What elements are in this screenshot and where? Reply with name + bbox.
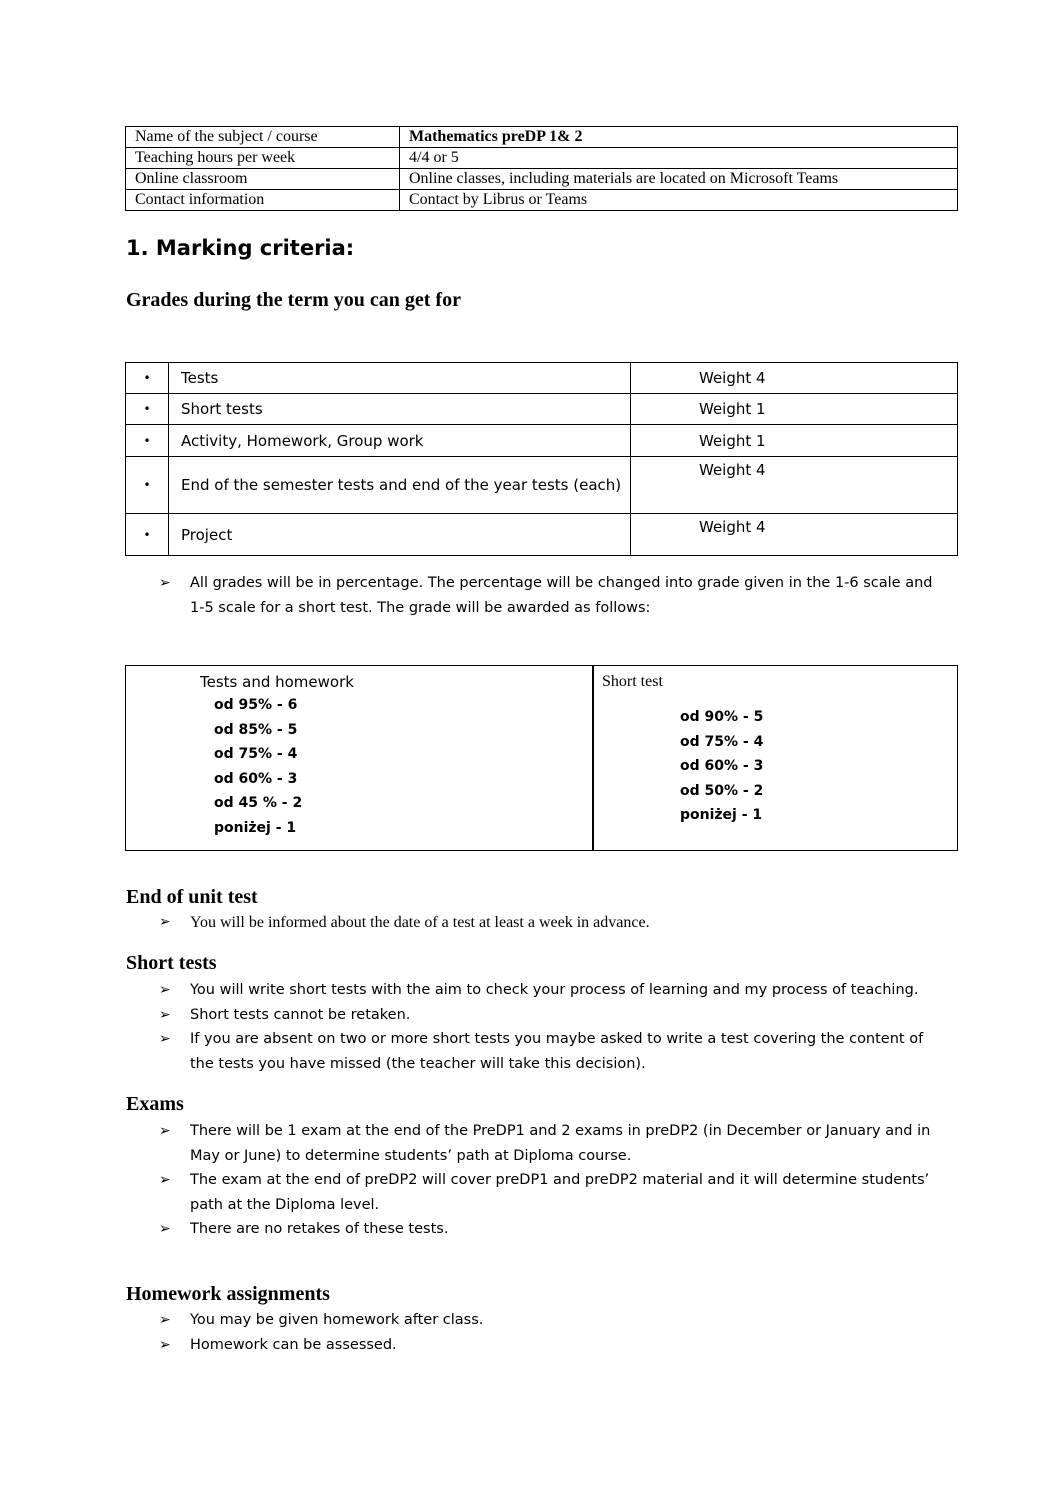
list-item-text: You will be informed about the date of a test at least a week in advance. [190, 914, 650, 931]
arrow-bullet-icon: ➢ [159, 1006, 171, 1023]
scale-item: od 75% - 4 [680, 733, 764, 750]
list-item [126, 911, 946, 935]
info-row-hours [126, 148, 958, 169]
tests-homework-scale [214, 693, 302, 840]
short-tests-heading: Short tests [126, 952, 217, 974]
grade-weight: Weight 4 [631, 363, 958, 394]
list-item [126, 1217, 946, 1242]
scale-item: poniżej - 1 [214, 819, 297, 836]
divider [592, 666, 594, 850]
info-label: Online classroom [126, 169, 400, 190]
short-tests-list [126, 978, 946, 1076]
info-row-contact [126, 190, 958, 211]
grade-weight: Weight 4 [631, 457, 958, 514]
scale-item: poniżej - 1 [680, 807, 763, 823]
grade-row [126, 425, 958, 457]
info-value: 4/4 or 5 [400, 148, 958, 169]
end-of-unit-list [126, 911, 946, 935]
grade-row [126, 457, 958, 514]
grade-weight: Weight 1 [631, 425, 958, 457]
grades-weight-table [125, 362, 958, 556]
short-test-header: Short test [602, 673, 663, 690]
scale-item: od 85% - 5 [214, 721, 298, 738]
tests-homework-header: Tests and homework [200, 673, 354, 691]
list-item-text: There are no retakes of these tests. [190, 1221, 449, 1237]
arrow-bullet-icon: ➢ [159, 915, 171, 930]
list-item-text: Homework can be assessed. [190, 1336, 397, 1353]
list-item [126, 1003, 946, 1028]
arrow-bullet-icon: ➢ [159, 1172, 171, 1188]
list-item [126, 978, 946, 1003]
arrow-bullet-icon: ➢ [159, 575, 171, 591]
list-item [126, 1308, 946, 1333]
course-info-table [125, 126, 958, 211]
bullet-icon: • [126, 363, 169, 394]
scale-item: od 50% - 2 [680, 782, 764, 799]
bullet-icon: • [126, 457, 169, 514]
exams-list [126, 1119, 946, 1242]
scale-item: od 95% - 6 [214, 697, 298, 713]
arrow-bullet-icon: ➢ [159, 1312, 171, 1328]
end-of-unit-heading: End of unit test [126, 886, 258, 908]
scale-item: od 60% - 3 [680, 758, 764, 774]
info-row-subject [126, 127, 958, 148]
scale-item: od 60% - 3 [214, 770, 298, 787]
list-item [126, 571, 946, 620]
homework-list [126, 1308, 946, 1357]
percentage-note: All grades will be in percentage. The percentage will be changed into grade given in the 1-6 scale and 1-5 scale for a short test. The grade will be awarded as follows: [190, 575, 933, 616]
list-item [126, 1027, 946, 1076]
arrow-bullet-icon: ➢ [159, 1336, 171, 1353]
list-item-text: You will write short tests with the aim to check your process of learning and my process of teaching. [190, 982, 919, 998]
arrow-bullet-icon: ➢ [159, 1123, 171, 1139]
grades-heading: Grades during the term you can get for [126, 289, 461, 311]
grade-item: Short tests [169, 394, 631, 425]
info-value: Mathematics preDP 1& 2 [400, 127, 958, 148]
list-item-text: The exam at the end of preDP2 will cover preDP1 and preDP2 material and it will determine students’ path at the Diploma level. [190, 1172, 930, 1213]
list-item-text: There will be 1 exam at the end of the PreDP1 and 2 exams in preDP2 (in December or January and in May or June) to determine students’ path at Diploma course. [190, 1123, 931, 1164]
short-test-scale [680, 705, 763, 828]
list-item [126, 1168, 946, 1217]
scale-item: od 90% - 5 [680, 709, 764, 725]
percentage-note-list [126, 571, 946, 620]
arrow-bullet-icon: ➢ [159, 1221, 171, 1237]
info-value: Contact by Librus or Teams [400, 190, 958, 211]
info-value: Online classes, including materials are located on Microsoft Teams [400, 169, 958, 190]
bullet-icon: • [126, 514, 169, 556]
exams-heading: Exams [126, 1093, 184, 1115]
scale-item: od 45 % - 2 [214, 795, 303, 811]
grade-item: Activity, Homework, Group work [169, 425, 631, 457]
list-item [126, 1119, 946, 1168]
homework-heading: Homework assignments [126, 1283, 330, 1305]
grade-row [126, 363, 958, 394]
marking-criteria-heading: 1. Marking criteria: [126, 236, 355, 260]
grade-weight: Weight 4 [631, 514, 958, 556]
list-item [126, 1333, 946, 1358]
info-label: Contact information [126, 190, 400, 211]
grade-item: Project [169, 514, 631, 556]
grade-item: End of the semester tests and end of the year tests (each) [169, 457, 631, 514]
info-row-classroom [126, 169, 958, 190]
list-item-text: If you are absent on two or more short tests you maybe asked to write a test covering the content of the tests you have missed (the teacher will take this decision). [190, 1031, 924, 1072]
arrow-bullet-icon: ➢ [159, 1031, 171, 1047]
bullet-icon: • [126, 425, 169, 457]
list-item-text: You may be given homework after class. [190, 1312, 484, 1328]
grade-row [126, 514, 958, 556]
arrow-bullet-icon: ➢ [159, 982, 171, 998]
grade-weight: Weight 1 [631, 394, 958, 425]
bullet-icon: • [126, 394, 169, 425]
info-label: Name of the subject / course [126, 127, 400, 148]
list-item-text: Short tests cannot be retaken. [190, 1006, 411, 1023]
info-label: Teaching hours per week [126, 148, 400, 169]
scale-item: od 75% - 4 [214, 746, 298, 762]
grade-row [126, 394, 958, 425]
grade-item: Tests [169, 363, 631, 394]
grade-scale-table [125, 665, 958, 851]
